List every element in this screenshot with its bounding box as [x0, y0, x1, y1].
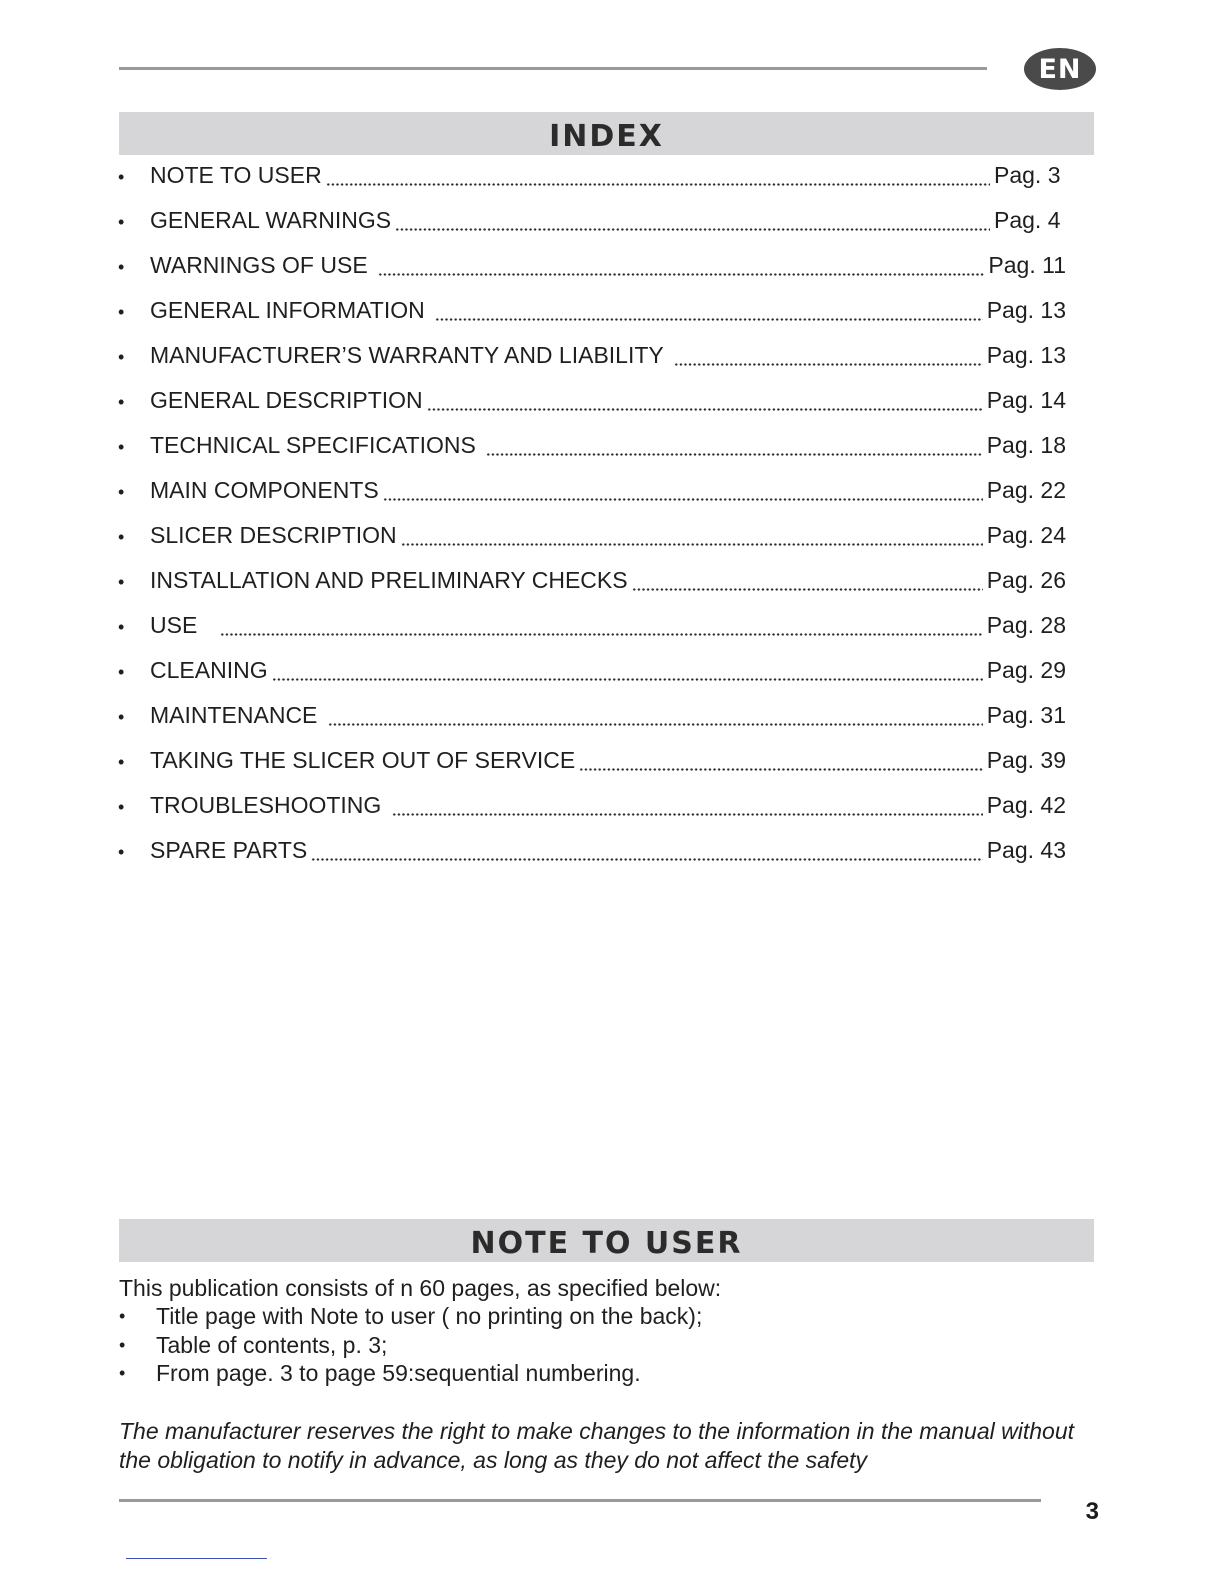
toc-entry	[118, 792, 1066, 822]
dot-leader	[326, 182, 990, 187]
bullet-icon: •	[118, 257, 125, 277]
toc-entry-label: TROUBLESHOOTING	[150, 792, 388, 818]
note-list	[119, 1302, 1099, 1388]
toc-entry-page: Pag. 18	[986, 432, 1066, 458]
header-rule	[119, 67, 987, 70]
dot-leader	[486, 452, 982, 457]
toc-entry	[118, 297, 1066, 327]
dot-leader	[328, 722, 983, 727]
toc-entry	[118, 432, 1066, 462]
toc-entry-label: MANUFACTURER’S WARRANTY AND LIABILITY	[150, 342, 670, 368]
list-item	[119, 1359, 1099, 1388]
language-badge: EN	[1024, 48, 1096, 90]
disclaimer: The manufacturer reserves the right to make changes to the information in the manual without the obligation to notify in advance, as long as they do not affect the safety	[119, 1418, 1075, 1473]
toc-entry-label: TAKING THE SLICER OUT OF SERVICE	[150, 747, 576, 773]
index-heading-bar	[119, 112, 1094, 155]
page-number: 3	[1085, 1498, 1099, 1525]
toc-entry-page: Pag. 39	[986, 747, 1066, 773]
toc-entry	[118, 612, 1066, 642]
dot-leader	[427, 407, 983, 412]
dot-leader	[311, 857, 982, 862]
toc-entry	[118, 657, 1066, 687]
dot-leader	[378, 272, 984, 277]
dot-leader	[579, 767, 983, 772]
toc-entry-page: Pag. 11	[988, 252, 1066, 278]
bullet-icon: •	[118, 662, 125, 682]
toc-entry-label: USE	[150, 612, 217, 638]
footer-rule	[119, 1499, 1041, 1502]
toc-entry	[118, 162, 1066, 192]
toc-entry	[118, 522, 1066, 552]
dot-leader	[395, 227, 990, 232]
toc-entry-label: SLICER DESCRIPTION	[150, 522, 397, 548]
toc-entry	[118, 252, 1066, 282]
toc-entry	[118, 567, 1066, 597]
bullet-icon: •	[118, 347, 125, 367]
toc-entry-label: MAINTENANCE	[150, 702, 324, 728]
dot-leader	[272, 677, 983, 682]
toc-entry	[118, 702, 1066, 732]
toc-entry	[118, 747, 1066, 777]
bullet-icon: •	[118, 707, 125, 727]
toc-entry-page: Pag. 26	[986, 567, 1066, 593]
toc-entry-page: Pag. 14	[986, 387, 1066, 413]
note-to-user-body	[119, 1274, 1099, 1388]
toc-entry-label: GENERAL DESCRIPTION	[150, 387, 423, 413]
list-item	[119, 1331, 1099, 1360]
note-to-user-title: NOTE TO USER	[470, 1226, 743, 1261]
toc-entry	[118, 837, 1066, 867]
toc-entry-page: Pag. 43	[986, 837, 1066, 863]
list-item-text: Table of contents, p. 3;	[156, 1331, 388, 1358]
toc-entry-page: Pag. 13	[986, 342, 1066, 368]
toc-entry-page: Pag. 4	[994, 207, 1061, 233]
toc-entry-page: Pag. 13	[986, 297, 1066, 323]
toc-entry-page: Pag. 24	[986, 522, 1066, 548]
dot-leader	[674, 362, 983, 367]
bullet-icon: •	[118, 302, 125, 322]
bullet-icon: •	[119, 1306, 126, 1326]
bullet-icon: •	[118, 842, 125, 862]
bullet-icon: •	[118, 797, 125, 817]
toc-entry-label: SPARE PARTS	[150, 837, 308, 863]
bullet-icon: •	[118, 212, 125, 232]
link-underline	[126, 1558, 267, 1559]
bullet-icon: •	[119, 1334, 126, 1355]
list-item-text: Title page with Note to user ( no printing on the back);	[156, 1303, 703, 1329]
bullet-icon: •	[118, 437, 125, 457]
toc-entry	[118, 387, 1066, 417]
toc-entry-page: Pag. 3	[994, 162, 1061, 188]
dot-leader	[401, 542, 983, 547]
dot-leader	[435, 317, 983, 322]
list-item-text: From page. 3 to page 59:sequential numbering.	[156, 1360, 641, 1386]
bullet-icon: •	[118, 752, 125, 772]
note-intro: This publication consists of n 60 pages, as specified below:	[119, 1275, 722, 1301]
bullet-icon: •	[118, 392, 125, 412]
toc-entry-label: GENERAL WARNINGS	[150, 207, 392, 233]
dot-leader	[392, 812, 983, 817]
bullet-icon: •	[118, 572, 125, 592]
toc-entry-page: Pag. 31	[986, 702, 1066, 728]
toc-entry-label: GENERAL INFORMATION	[150, 297, 432, 323]
list-item	[119, 1302, 1099, 1331]
bullet-icon: •	[118, 617, 125, 637]
toc-entry-label: TECHNICAL SPECIFICATIONS	[150, 432, 483, 458]
toc-entry-label: INSTALLATION AND PRELIMINARY CHECKS	[150, 567, 628, 593]
bullet-icon: •	[118, 527, 125, 547]
dot-leader	[632, 587, 983, 592]
bullet-icon: •	[118, 482, 125, 502]
toc-entry-page: Pag. 22	[986, 477, 1066, 503]
bullet-icon: •	[118, 167, 125, 187]
toc-entry-label: NOTE TO USER	[150, 162, 322, 188]
toc-entry-page: Pag. 29	[986, 657, 1066, 683]
toc-entry	[118, 207, 1066, 237]
toc-entry	[118, 477, 1066, 507]
note-to-user-heading-bar	[119, 1219, 1094, 1262]
bullet-icon: •	[119, 1363, 126, 1383]
index-title: INDEX	[549, 119, 664, 154]
dot-leader	[383, 497, 983, 502]
toc-entry-label: MAIN COMPONENTS	[150, 477, 379, 503]
toc-entry-label: WARNINGS OF USE	[150, 252, 375, 278]
toc-entry-label: CLEANING	[150, 657, 268, 683]
toc-entry	[118, 342, 1066, 372]
toc-entry-page: Pag. 42	[986, 792, 1066, 818]
toc-entry-page: Pag. 28	[986, 612, 1066, 638]
dot-leader	[220, 632, 982, 637]
